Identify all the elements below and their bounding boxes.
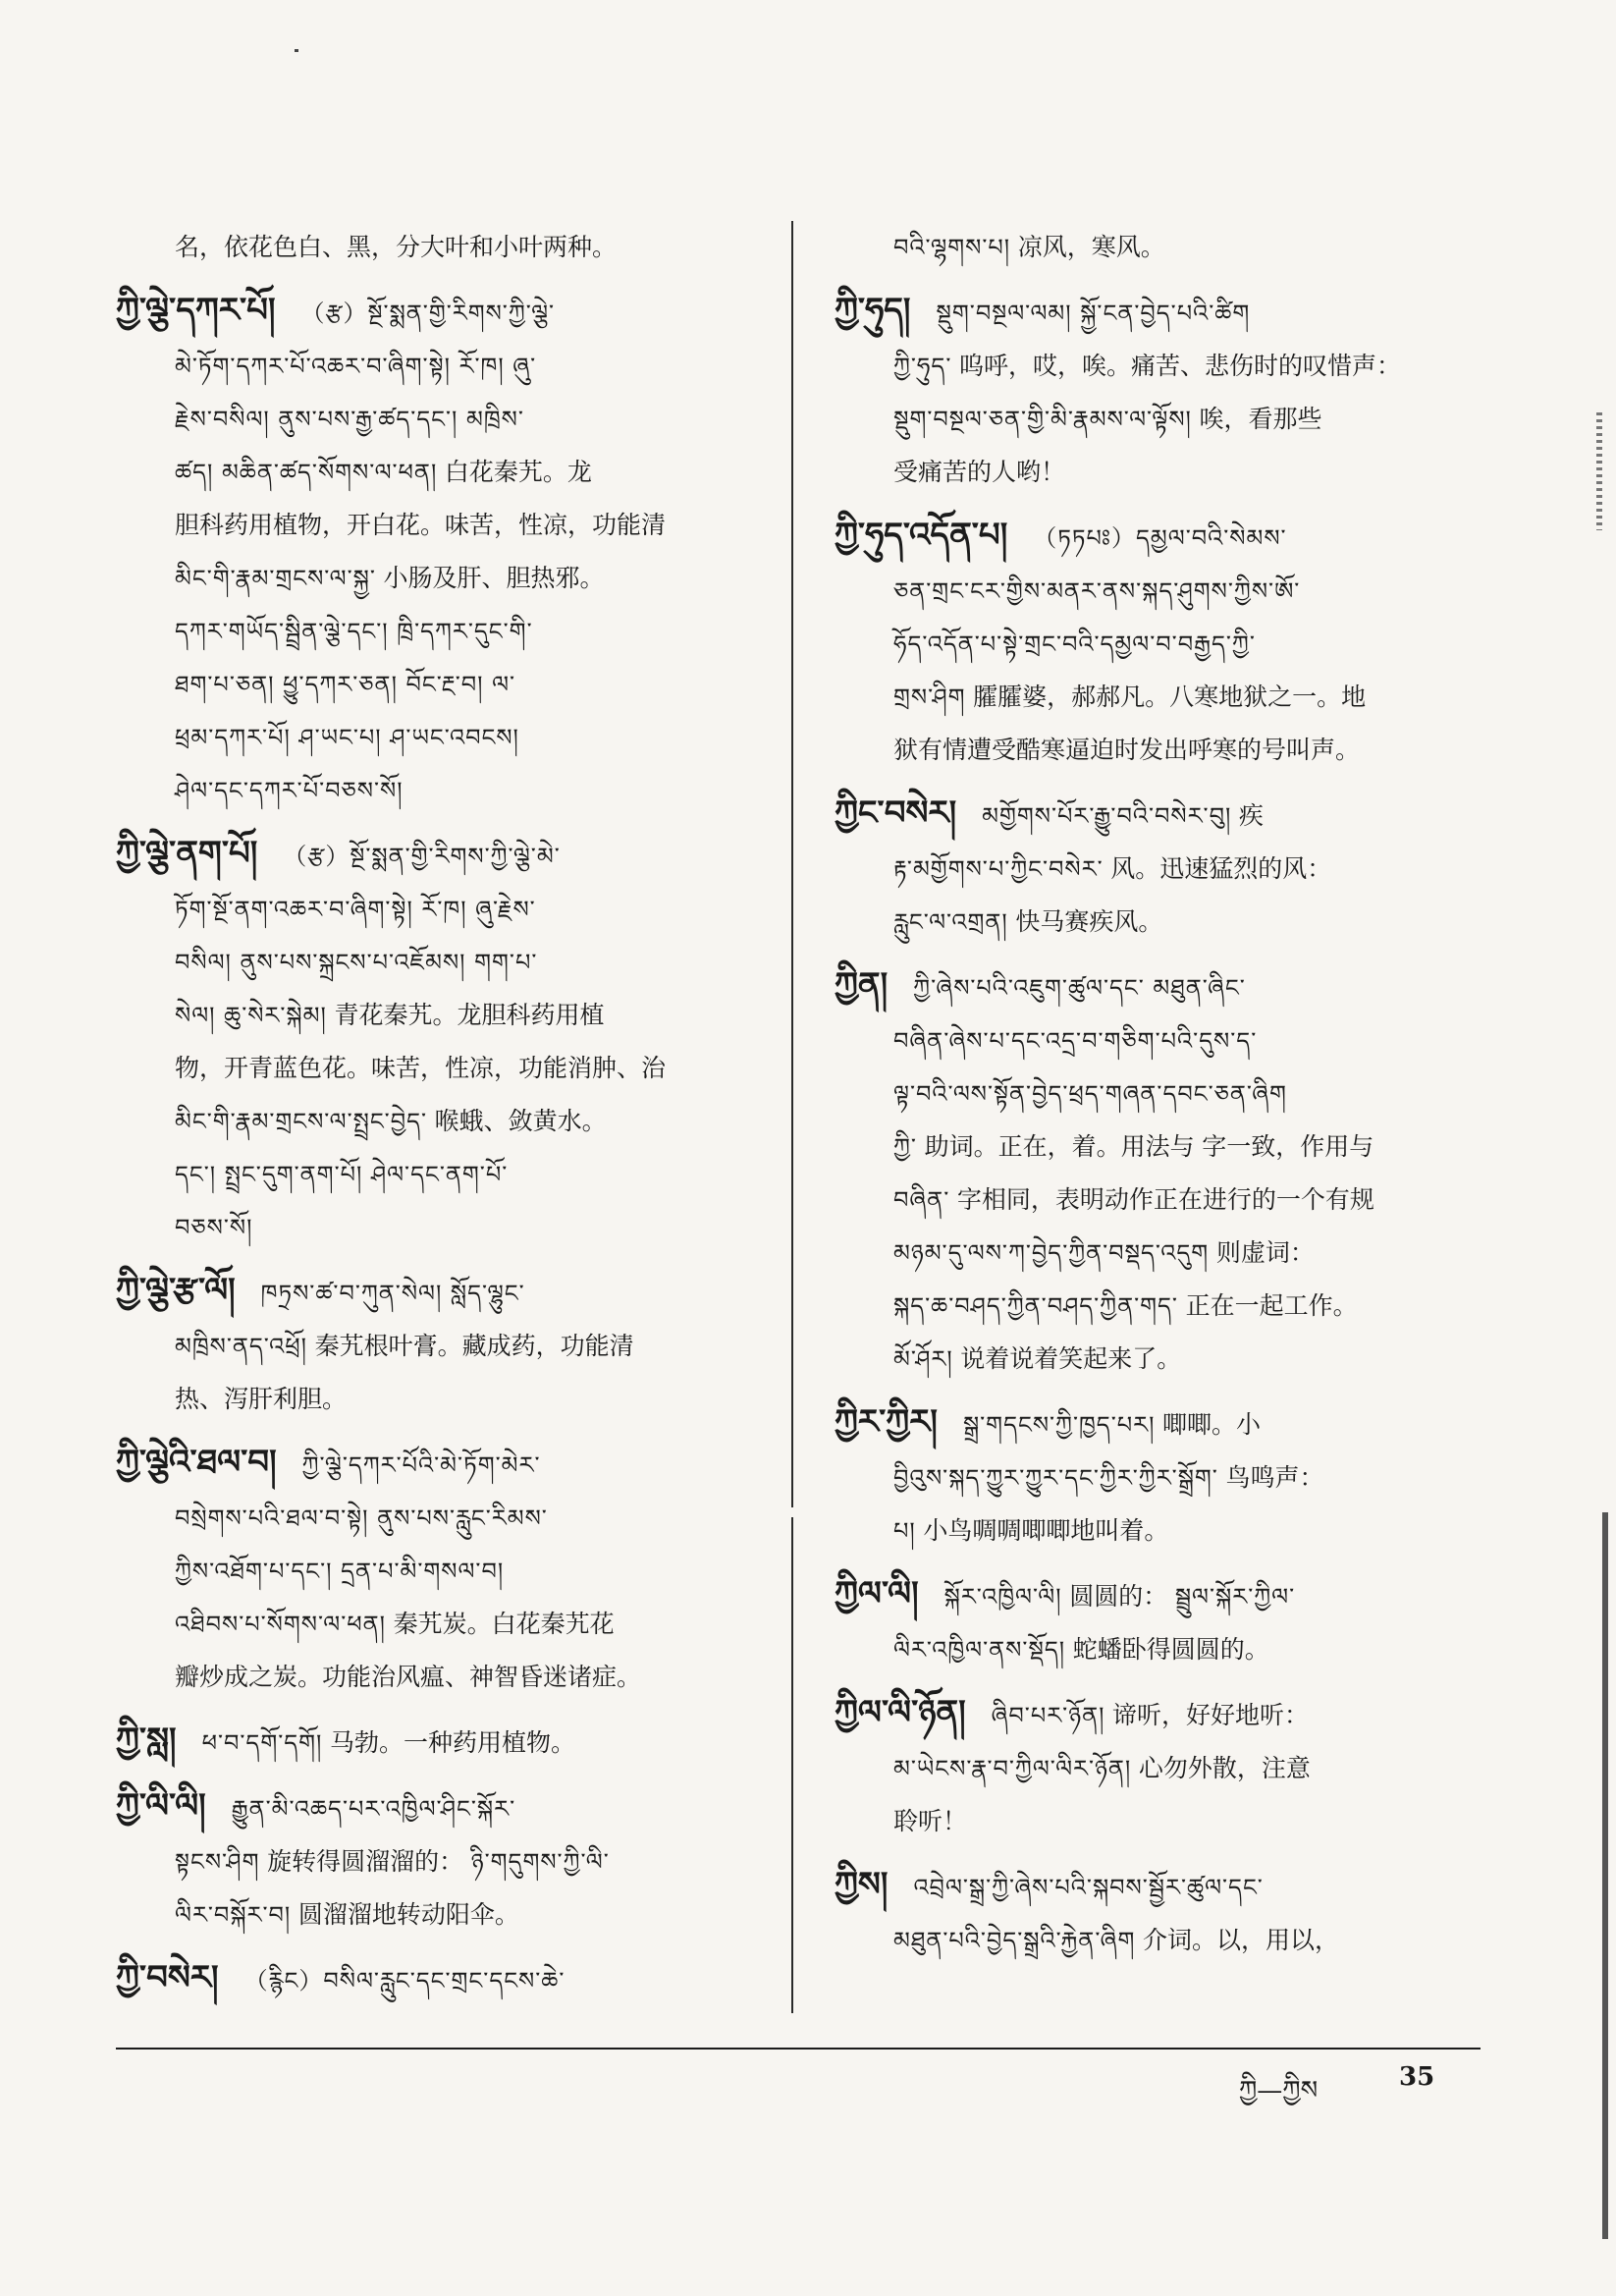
headword: ཀྱི་སླ།	[116, 1721, 177, 1760]
dictionary-entry	[116, 1714, 764, 1770]
chinese-text: 风。迅速猛烈的风：	[1110, 854, 1332, 883]
tibetan-text: ཕྲམ་དཀར་པོ། ཤ་ཡང་པ། ཤ་ཡང་འབངས།	[175, 724, 519, 751]
chinese-text: 鸟鸣声：	[1225, 1463, 1324, 1492]
dictionary-entry	[835, 1395, 1463, 1558]
headword: ཀྱི་བསེར།	[116, 1958, 219, 1997]
chinese-text: 白花秦艽。龙	[444, 458, 592, 486]
entry-line	[835, 671, 1463, 724]
tibetan-text: ཤེལ་དང་དཀར་པོ་བཅས་སོ།	[175, 777, 404, 804]
tibetan-text: བའི་ལྷགས་པ།	[893, 234, 1011, 261]
tibetan-text: མོ་ཤོར།	[893, 1345, 953, 1373]
tibetan-text: རྗེས་བསིལ། ནུས་པས་རྒྱ་ཚད་དང་། མཁྲིས་	[175, 406, 524, 433]
tibetan-text: ཀྱིས་འཐོག་པ་དང་། དྲན་པ་མི་གསལ་བ།	[175, 1558, 505, 1585]
headword: ཀྱིན།	[835, 965, 889, 1005]
tibetan-text: བྱིའུས་སྐད་ཀྱུར་ཀྱུར་དང་ཀྱིར་ཀྱིར་སྒྲོག་	[893, 1464, 1218, 1492]
tibetan-text: སྟངས་ཤིག	[175, 1848, 260, 1876]
chinese-text: 说着说着笑起来了。	[960, 1344, 1182, 1373]
dictionary-entry	[116, 1779, 764, 1941]
entry-line	[835, 724, 1463, 777]
tibetan-text: སྡུག་བསྔལ་ཅན་གྱི་མི་རྣམས་ལ་ལྟོས།	[893, 406, 1192, 433]
entry-line	[116, 1042, 764, 1095]
entry-line	[835, 1395, 1463, 1451]
headword: ཀྱི་ལྕེ་རྩ་ལོ།	[116, 1271, 236, 1310]
tibetan-text: ཁཏྲས་ཚ་བ་ཀུན་སེལ། སློད་ལྷུང་	[260, 1280, 525, 1307]
entry-line	[835, 1451, 1463, 1504]
entry-line	[116, 499, 764, 552]
entry-line	[116, 936, 764, 989]
entry-line	[835, 896, 1463, 949]
tibetan-text: ཕ་བ་དགོ་དགོ།	[201, 1729, 323, 1757]
entry-line	[835, 1121, 1463, 1174]
entry-line	[835, 221, 1463, 274]
entry-line	[116, 1651, 764, 1704]
tibetan-text: རླུང་ལ་འགྲན།	[893, 908, 1008, 936]
page-number: 35	[1399, 2062, 1435, 2092]
entry-line	[116, 1492, 764, 1545]
footer-rule	[116, 2048, 1481, 2050]
dictionary-entry	[116, 284, 764, 817]
dictionary-entry	[116, 1264, 764, 1426]
tibetan-text: ཏོག་སྔོ་ནག་འཆར་བ་ཞིག་སྟེ། རོ་ཁ། ཞུ་རྗེས་	[175, 896, 536, 923]
entry-line	[116, 1888, 764, 1941]
chinese-text: 谛听，好好地听：	[1112, 1701, 1310, 1729]
tibetan-text: མེ་ཏོག་དཀར་པོ་འཆར་བ་ཞིག་སྟེ། རོ་ཁ། ཞུ་	[175, 353, 537, 380]
chinese-text: 臛臛婆，郝郝凡。八寒地狱之一。地	[973, 683, 1367, 711]
left-column	[116, 221, 764, 2017]
entry-line	[116, 989, 764, 1042]
tibetan-text: ཉི་གདུགས་ཀྱི་ལི་	[470, 1848, 610, 1876]
entry-line	[116, 446, 764, 499]
tibetan-text: བཞིན་ཞེས་པ་དང་འདྲ་བ་གཅིག་པའི་དུས་ད་	[893, 1027, 1258, 1055]
chinese-text: 小鸟啁啁唧唧地叫着。	[923, 1516, 1169, 1545]
headword: ཀྱིར་ཀྱིར།	[835, 1402, 938, 1442]
tibetan-text: དང་། སྤྲང་དུག་ནག་པོ། ཤེལ་དང་ནག་པོ་	[175, 1161, 509, 1188]
tibetan-text: ལྟ་བའི་ལས་སྟོན་བྱེད་ཕྲད་གཞན་དབང་ཅན་ཞིག	[893, 1080, 1287, 1108]
tibetan-text: （རྙིང）བསིལ་རླུང་དང་གྲང་དངས་ཆེ་	[243, 1967, 566, 1995]
entry-line	[116, 658, 764, 711]
chinese-text: 物，开青蓝色花。味苦，性凉，功能消肿、治	[175, 1054, 667, 1082]
tibetan-text: སེལ། ཆུ་སེར་སྐེམ།	[175, 1002, 327, 1029]
chinese-text: 唉，看那些	[1199, 405, 1322, 433]
chinese-text: 圆圆的：	[1069, 1582, 1168, 1611]
chinese-text: 旋转得圆溜溜的：	[267, 1847, 464, 1876]
chinese-text: 胆科药用植物，开白花。味苦，性凉，功能清	[175, 511, 667, 539]
entry-line	[116, 1714, 764, 1770]
entry-line	[835, 1858, 1463, 1914]
entry-line	[116, 1835, 764, 1888]
tibetan-text: ཧོད་འདོན་པ་སྟེ་གྲང་བའི་དམྱལ་བ་བརྒྱད་ཀྱི་	[893, 630, 1256, 658]
tibetan-text: བསྲེགས་པའི་ཐལ་བ་སྟེ། ནུས་པས་རླུང་རིམས་	[175, 1504, 548, 1532]
tibetan-text: རྟ་མགྱོགས་པ་ཀྱིང་བསེར་	[893, 855, 1104, 883]
headword: ཀྱི་ལི་ལི།	[116, 1786, 206, 1826]
headword: ཀྱིས།	[835, 1865, 889, 1904]
entry-line	[835, 446, 1463, 499]
chinese-text: 则虚词：	[1215, 1238, 1315, 1267]
entry-line	[116, 1264, 764, 1320]
entry-line	[835, 787, 1463, 843]
dictionary-entry	[835, 787, 1463, 949]
headword: ཀྱི་ཧུད་འདོན་པ།	[835, 516, 1008, 555]
entry-line	[116, 393, 764, 446]
tibetan-text: སྡུག་བསྔལ་ལམ། སྐྱོ་ངན་བྱེད་པའི་ཚིག	[936, 300, 1251, 327]
chinese-text: 受痛苦的人哟！	[893, 458, 1066, 486]
tibetan-text: འཐིབས་པ་སོགས་ལ་ཕན།	[175, 1611, 386, 1638]
chinese-text: 秦艽根叶膏。藏成药，功能清	[314, 1332, 634, 1360]
tibetan-text: སྐད་ཆ་བཤད་ཀྱིན་བཤད་ཀྱིན་གད་	[893, 1292, 1178, 1320]
chinese-text: 介词。以，用以，	[1142, 1926, 1339, 1954]
chinese-text: 助词。正在，着。用法与	[924, 1132, 1195, 1161]
chinese-text: 蛇蟠卧得圆圆的。	[1072, 1635, 1269, 1664]
entry-line	[835, 509, 1463, 565]
chinese-text: 秦艽炭。白花秦艽花	[393, 1610, 615, 1638]
chinese-text: 字一致，作用与	[1202, 1132, 1374, 1161]
dictionary-entry	[835, 1858, 1463, 1967]
scan-speck	[295, 49, 298, 52]
headword: ཀྱིལ་ལི།	[835, 1574, 919, 1613]
headword: ཀྱི་ལྕེའི་ཐལ་བ།	[116, 1443, 277, 1482]
tibetan-text: མཉམ་དུ་ལས་ཀ་བྱེད་ཀྱིན་བསྡད་འདུག	[893, 1239, 1210, 1267]
tibetan-text: མཐུན་པའི་བྱེད་སྒྲའི་རྐྱེན་ཞིག	[893, 1927, 1136, 1954]
tibetan-text: ཚད། མཆིན་ཚད་སོགས་ལ་ཕན།	[175, 459, 438, 486]
tibetan-text: སྦྲུལ་སྐོར་ཀྱིལ་	[1174, 1583, 1296, 1611]
entry-line	[835, 1174, 1463, 1227]
tibetan-text: བཅས་སོ།	[175, 1214, 253, 1241]
tibetan-text: འབྲེལ་སྒྲ་ཀྱི་ཞེས་པའི་སྐབས་སྦྱོར་ཚུལ་དང་	[913, 1874, 1264, 1901]
right-column	[835, 221, 1463, 1977]
entry-line	[835, 1795, 1463, 1848]
entry-line	[116, 711, 764, 764]
tibetan-text: བསིལ། ནུས་པས་སྐྲངས་པ་འཇོམས། གག་པ་	[175, 949, 538, 976]
entry-line	[116, 764, 764, 817]
tibetan-text: （རྩ）སྔོ་སྨན་གྱི་རིགས་ཀྱི་ལྕེ་	[300, 300, 556, 327]
tibetan-text: ཀྱི་ལྕེ་དཀར་པོའི་མེ་ཏོག་མེར་	[301, 1451, 541, 1479]
tibetan-text: མིང་གི་རྣམ་གྲངས་ལ་སྤྲང་བྱེད་	[175, 1108, 428, 1135]
chinese-text: 快马赛疾风。	[1015, 907, 1163, 936]
entry-line	[116, 605, 764, 658]
chinese-text: 名，依花色白、黑，分大叶和小叶两种。	[175, 233, 618, 261]
tibetan-text: བཞིན་	[893, 1186, 950, 1214]
tibetan-text: （ཏཏཔཿ）དམྱལ་བའི་སེམས་	[1033, 524, 1287, 552]
entry-line	[835, 1067, 1463, 1121]
dictionary-entry	[116, 827, 764, 1254]
entry-line	[835, 1333, 1463, 1386]
entry-line	[835, 1227, 1463, 1280]
entry-line	[835, 1280, 1463, 1333]
entry-line	[835, 1504, 1463, 1558]
entry-line	[116, 1436, 764, 1492]
tibetan-text: རྒྱུན་མི་འཆད་པར་འཁྱིལ་ཤིང་སྐོར་	[231, 1795, 516, 1823]
chinese-text: 唧唧。小	[1162, 1410, 1262, 1439]
headword: ཀྱིལ་ལི་ཉོན།	[835, 1693, 966, 1732]
entry-line	[835, 843, 1463, 896]
tibetan-text: ཀྱི་ཞེས་པའི་འཇུག་ཚུལ་དང་ མཐུན་ཞིང་	[913, 974, 1246, 1002]
scan-edge-artifact-lower	[1602, 1512, 1608, 2239]
entry-line	[116, 221, 764, 274]
chinese-text: 马勃。一种药用植物。	[330, 1728, 576, 1757]
entry-line	[835, 1914, 1463, 1967]
chinese-text: 呜呼，哎，唉。痛苦、悲伤时的叹惜声：	[959, 352, 1402, 380]
entry-line	[835, 1567, 1463, 1623]
entry-line	[835, 1623, 1463, 1676]
headword: ཀྱི་ཧུད།	[835, 291, 911, 330]
scan-edge-artifact	[1596, 412, 1602, 530]
chinese-text: 热、泻肝利胆。	[175, 1385, 348, 1413]
entry-line	[116, 1373, 764, 1426]
tibetan-text: མ་ཡེངས་རྣ་བ་ཀྱིལ་ལིར་ཉོན།	[893, 1755, 1132, 1782]
entry-line	[116, 1779, 764, 1835]
headword: ཀྱི་ལྕེ་དཀར་པོ།	[116, 291, 276, 330]
entry-line	[835, 393, 1463, 446]
tibetan-text: ལིར་བསྐོར་བ།	[175, 1901, 292, 1929]
headword: ཀྱི་ལྕེ་ནག་པོ།	[116, 834, 258, 873]
chinese-text: 聆听！	[893, 1807, 968, 1835]
entry-line	[116, 1095, 764, 1148]
chinese-text: 凉风，寒风。	[1017, 233, 1165, 261]
tibetan-text: གྲས་ཤིག	[893, 683, 966, 711]
tibetan-text: ཀྱི་ཧུད་	[893, 353, 952, 380]
entry-line	[835, 284, 1463, 340]
entry-line	[116, 552, 764, 605]
entry-line	[116, 1951, 764, 2007]
entry-line	[835, 618, 1463, 671]
entry-line	[116, 340, 764, 393]
entry-line	[835, 565, 1463, 618]
entry-line	[835, 1742, 1463, 1795]
tibetan-text: （རྩ）སྔོ་སྨན་གྱི་རིགས་ཀྱི་ལྕེ་མེ་	[283, 843, 561, 870]
entry-line	[835, 1686, 1463, 1742]
dictionary-entry	[116, 221, 764, 274]
tibetan-text: པ།	[893, 1517, 916, 1545]
headword: ཀྱིང་བསེར།	[835, 793, 957, 833]
chinese-text: 小肠及肝、胆热邪。	[383, 564, 605, 592]
dictionary-entry	[835, 221, 1463, 274]
chinese-text: 圆溜溜地转动阳伞。	[297, 1900, 519, 1929]
entry-line	[835, 340, 1463, 393]
entry-line	[116, 1201, 764, 1254]
tibetan-text: ཐག་པ་ཅན། ཕྱུ་དཀར་ཅན། བོང་རྔ་བ། ལ་	[175, 671, 516, 698]
entry-line	[116, 1545, 764, 1598]
chinese-text: 心勿外散，注意	[1138, 1754, 1311, 1782]
tibetan-text: སྐོར་འཁྱིལ་ལི།	[943, 1583, 1062, 1611]
entry-line	[116, 284, 764, 340]
column-divider-lower	[791, 1517, 793, 2013]
tibetan-text: མཁྲིས་ནད་འཕྲོ།	[175, 1333, 307, 1360]
tibetan-text: ཀྱི་	[893, 1133, 917, 1161]
chinese-text: 字相同，表明动作正在进行的一个有规	[956, 1185, 1374, 1214]
tibetan-text: མིང་གི་རྣམ་གྲངས་ལ་སྐྱ་	[175, 565, 376, 592]
dictionary-entry	[835, 1686, 1463, 1848]
chinese-text: 正在一起工作。	[1185, 1291, 1358, 1320]
tibetan-text: དཀར་གཡོད་སྦྲིན་ལྕེ་དང་། ཁྲི་དཀར་དུང་གི་	[175, 618, 533, 645]
dictionary-entry	[116, 1951, 764, 2007]
footer-entry-range: ཀྱི—ཀྱིས	[1239, 2076, 1319, 2105]
entry-line	[835, 958, 1463, 1014]
tibetan-text: སྒྲ་གདངས་ཀྱི་ཁྱད་པར།	[962, 1411, 1156, 1439]
tibetan-text: མགྱོགས་པོར་རྒྱུ་བའི་བསེར་བུ།	[982, 802, 1232, 830]
tibetan-text: ཅན་གྲང་ངར་གྱིས་མནར་ནས་སྐད་ཤུགས་ཀྱིས་ཨོ་	[893, 577, 1301, 605]
chinese-text: 青花秦艽。龙胆科药用植	[334, 1001, 605, 1029]
entry-line	[116, 827, 764, 883]
entry-line	[116, 1320, 764, 1373]
entry-line	[116, 1598, 764, 1651]
tibetan-text: ལིར་འཁྱིལ་ནས་སྡོད།	[893, 1636, 1066, 1664]
entry-line	[835, 1014, 1463, 1067]
dictionary-entry	[835, 509, 1463, 777]
chinese-text: 狱有情遭受酷寒逼迫时发出呼寒的号叫声。	[893, 736, 1361, 764]
chinese-text: 瓣炒成之炭。功能治风瘟、神智昏迷诸症。	[175, 1663, 642, 1691]
column-divider	[791, 221, 793, 1507]
entry-line	[116, 883, 764, 936]
dictionary-entry	[116, 1436, 764, 1704]
dictionary-entry	[835, 1567, 1463, 1676]
dictionary-entry	[835, 284, 1463, 499]
entry-line	[116, 1148, 764, 1201]
tibetan-text: ཞིབ་པར་ཉོན།	[991, 1702, 1105, 1729]
chinese-text: 喉蛾、敛黄水。	[434, 1107, 607, 1135]
dictionary-entry	[835, 958, 1463, 1386]
chinese-text: 疾	[1238, 801, 1264, 830]
